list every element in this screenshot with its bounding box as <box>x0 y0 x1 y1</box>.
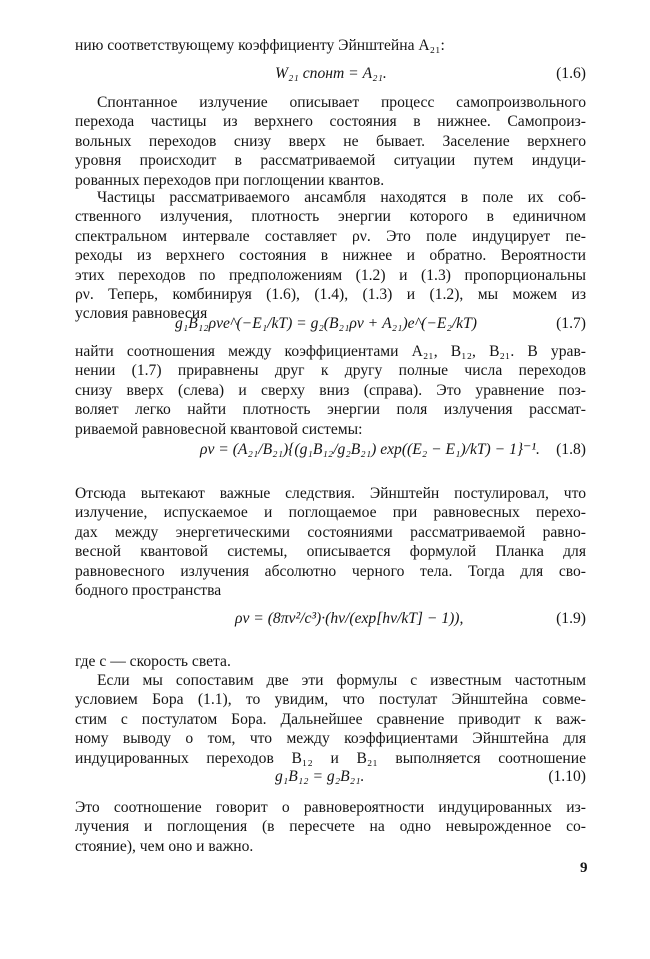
equation-body: W₂₁ спонт = A₂₁. <box>275 65 387 82</box>
text-line: весной квантовой системы, описывается формулой Планка для <box>75 543 586 561</box>
paragraph-ensemble <box>75 188 586 324</box>
text-line: условием Бора (1.1), то увидим, что постулат Эйнштейна совме- <box>75 691 586 709</box>
text-line: спектральном интервале составляет ρν. Это поле индуцирует пе- <box>75 227 586 245</box>
equation-number: (1.8) <box>556 441 586 458</box>
paragraph-intro <box>75 36 586 55</box>
text-line: стим с постулатом Бора. Дальнейшее сравнение приводит к важ- <box>75 710 586 728</box>
text-line: ρν. Теперь, комбинируя (1.6), (1.4), (1.3) и (1.2), мы можем из <box>75 285 586 303</box>
equation-body: g₁B₁₂ = g₂B₂₁. <box>275 768 365 785</box>
text-line: уровня происходит в рассматриваемой ситуации путем индуци- <box>75 152 586 170</box>
paragraph-coefficients <box>75 342 586 439</box>
text-line: условия равновесия <box>75 305 208 323</box>
text-line: Спонтанное излучение описывает процесс самопроизвольного <box>97 94 586 111</box>
equation-number: (1.9) <box>556 610 586 627</box>
equation-number: (1.6) <box>556 65 586 82</box>
equation-body: ρν = (A₂₁/B₂₁){(g₁B₁₂/g₂B₂₁) exp((E₂ − E₁)/kT) − 1}⁻¹. <box>200 441 540 458</box>
text-line: лучения и поглощения (в пересчете на одно невырожденное со- <box>75 818 586 836</box>
text-line: воляет легко найти плотность энергии поля излучения рассмат- <box>75 401 586 419</box>
equation-body: g₁B₁₂ρνe^(−E₁/kT) = g₂(B₂₁ρν + A₂₁)e^(−E₂/kT) <box>175 315 477 332</box>
text-line: снизу вверх (слева) и сверху вниз (справа). Это уравнение поз- <box>75 381 586 399</box>
page-number: 9 <box>580 860 588 876</box>
text-line: Если мы сопоставим две эти формулы с известным частотным <box>97 672 586 689</box>
equation-1-9 <box>75 603 586 643</box>
text-line: вольных переходов снизу вверх не бывает. Заселение верхнего <box>75 132 586 150</box>
text-line: рованных переходов при поглощении квантов. <box>75 171 385 189</box>
text-line: бодного пространства <box>75 581 222 599</box>
text-line: нию соответствующему коэффициенту Эйнштейна A₂₁: <box>75 37 445 54</box>
paragraph-bohr <box>75 671 586 768</box>
text-line: ному выводу о том, что между коэффициентами Эйнштейна для <box>75 730 586 748</box>
equation-number: (1.10) <box>548 768 586 785</box>
text-line: излучение, испускаемое и поглощаемое при равновесных перехо- <box>75 504 586 522</box>
equation-body: ρν = (8πν²/c³)·(hν/(exp[hν/kT] − 1)), <box>235 610 464 627</box>
text-line: нении (1.7) приравнены друг к другу полные числа переходов <box>75 362 586 380</box>
text-line: где c — скорость света. <box>75 653 231 670</box>
text-line: Отсюда вытекают важные следствия. Эйнштейн постулировал, что <box>75 485 586 502</box>
equation-number: (1.7) <box>556 315 586 332</box>
paragraph-consequences <box>75 484 586 600</box>
text-line: найти соотношения между коэффициентами A₂₁, B₁₂, B₂₁. В урав- <box>75 343 586 360</box>
text-line: риваемой равновесной квантовой системы: <box>75 420 363 438</box>
text-line: дах между энергетическими состояниями рассматриваемой равно- <box>75 523 586 541</box>
text-line: стояние), чем оно и важно. <box>75 837 254 855</box>
text-line: этих переходов по предположениям (1.2) и (1.3) пропорциональны <box>75 266 586 284</box>
text-line: Это соотношение говорит о равновероятности индуцированных из- <box>75 799 586 816</box>
paragraph-speed-of-light <box>75 652 586 671</box>
text-line: равновесного излучения абсолютно черного тела. Тогда для сво- <box>75 562 586 580</box>
text-line: перехода частицы из верхнего состояния в нижнее. Самопроиз- <box>75 113 586 131</box>
text-line: Частицы рассматриваемого ансамбля находятся в поле их соб- <box>97 189 586 206</box>
text-line: ственного излучения, плотность энергии которого в единичном <box>75 208 586 226</box>
equation-1-8 <box>75 432 586 472</box>
text-line: реходы из верхнего состояния в нижнее и обратно. Вероятности <box>75 247 586 265</box>
paragraph-spontaneous <box>75 93 586 190</box>
paragraph-equiprobability <box>75 798 586 856</box>
text-line: индуцированных переходов B₁₂ и B₂₁ выполняется соотношение <box>75 749 586 767</box>
